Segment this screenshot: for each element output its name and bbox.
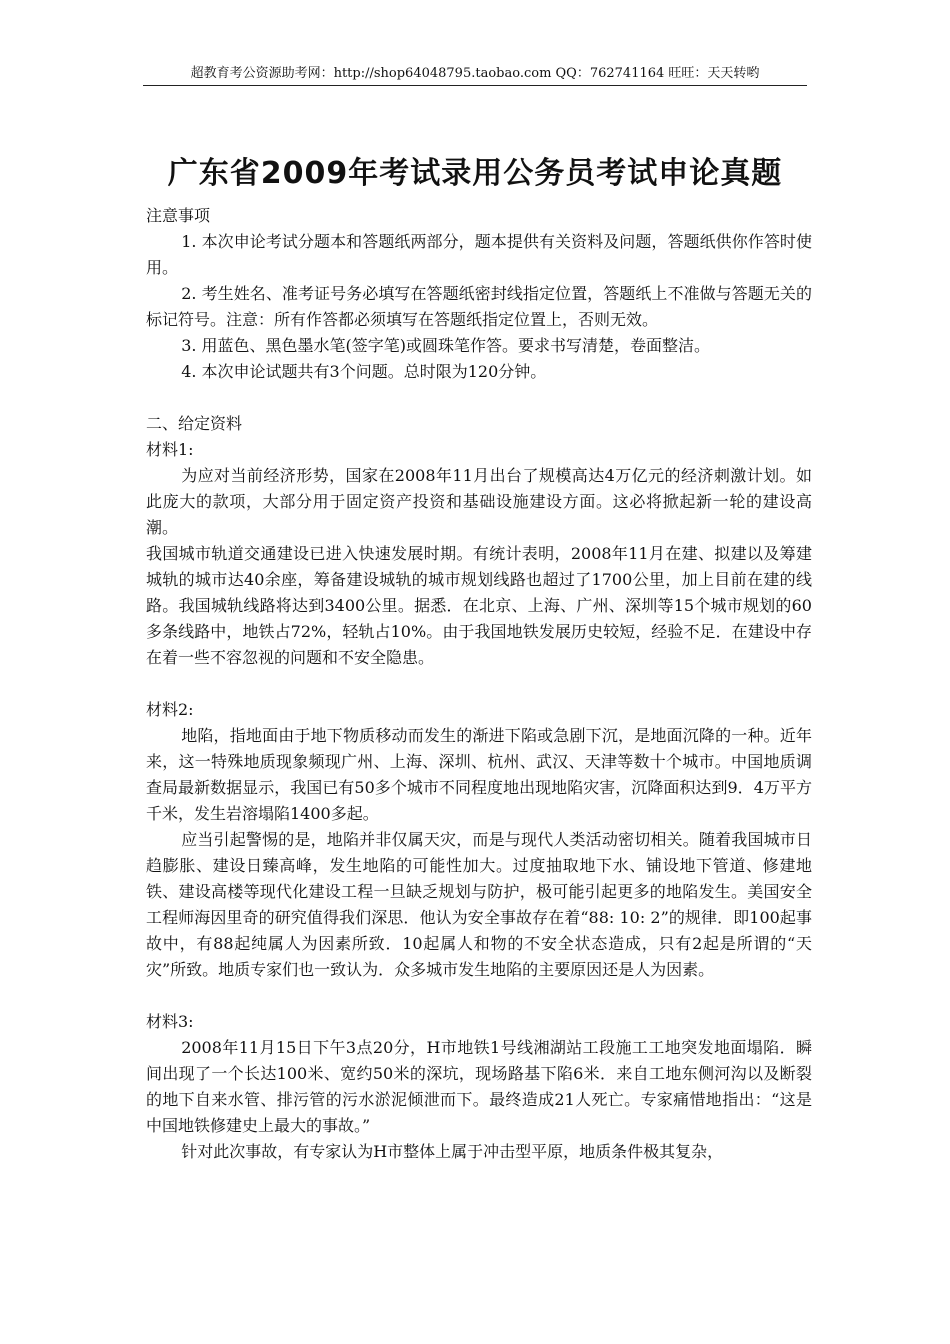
spacer xyxy=(146,983,812,1009)
material-paragraph: 针对此次事故，有专家认为H市整体上属于冲击型平原，地质条件极其复杂， xyxy=(181,1142,724,1161)
section-heading: 二、给定资料 xyxy=(146,414,243,433)
material-paragraph: 我国城市轨道交通建设已进入快速发展时期。有统计表明，2008年11月在建、拟建以及筹建城轨的城市达40余座，筹备建设城轨的城市规划线路也超过了1700公里，加上目前在建的线路。我国城轨线路将达到3400公里。据悉．在北京、上海、广州、深圳等15个城市规划的60多条线路中，地铁占72%，轻轨占10%。由于我国地铁发展历史较短，经验不足．在建设中存在着一些不容忽视的问题和不安全隐患。 xyxy=(146,544,812,667)
notice-heading: 注意事项 xyxy=(146,206,211,225)
spacer xyxy=(146,385,812,411)
notice-item: 4. 本次申论试题共有3个问题。总时限为120分钟。 xyxy=(181,362,547,381)
material-paragraph: 应当引起警惕的是，地陷并非仅属天灾，而是与现代人类活动密切相关。随着我国城市日趋膨胀、建设日臻高峰，发生地陷的可能性加大。过度抽取地下水、铺设地下管道、修建地铁、建设高楼等现代化建设工程一旦缺乏规划与防护，极可能引起更多的地陷发生。美国安全工程师海因里奇的研究值得我们深思．他认为安全事故存在着“88: 10: 2”的规律．即100起事故中，有88起纯属人为因素所致．10起属人和物的不安全状态造成，只有2起是所谓的“天灾”所致。地质专家们也一致认为．众多城市发生地陷的主要原因还是人为因素。 xyxy=(146,830,812,979)
page-header: 超教育考公资源助考网：http://shop64048795.taobao.com QQ：762741164 旺旺：天天转哟 xyxy=(143,64,807,86)
page-title: 广东省2009年考试录用公务员考试申论真题 xyxy=(167,156,783,191)
document-body xyxy=(146,203,812,1165)
material-paragraph: 2008年11月15日下午3点20分，H市地铁1号线湘湖站工段施工工地突发地面塌陷．瞬间出现了一个长达100米、宽约50米的深坑，现场路基下陷6米．来自工地东侧河沟以及断裂的地下自来水管、排污管的污水淤泥倾泄而下。最终造成21人死亡。专家痛惜地指出：“这是中国地铁修建史上最大的事故。” xyxy=(146,1038,812,1135)
material-paragraph: 地陷，指地面由于地下物质移动而发生的渐进下陷或急剧下沉，是地面沉降的一种。近年来，这一特殊地质现象频现广州、上海、深圳、杭州、武汉、天津等数十个城市。中国地质调查局最新数据显示，我国已有50多个城市不同程度地出现地陷灾害，沉降面积达到9．4万平方千米，发生岩溶塌陷1400多起。 xyxy=(146,726,812,823)
material-label: 材料2: xyxy=(146,700,194,719)
notice-item: 3. 用蓝色、黑色墨水笔(签字笔)或圆珠笔作答。要求书写清楚，卷面整洁。 xyxy=(181,336,711,355)
notice-item: 2. 考生姓名、准考证号务必填写在答题纸密封线指定位置，答题纸上不准做与答题无关的标记符号。注意：所有作答都必须填写在答题纸指定位置上，否则无效。 xyxy=(146,284,812,329)
material-label: 材料1: xyxy=(146,440,194,459)
spacer xyxy=(146,671,812,697)
notice-item: 1. 本次申论考试分题本和答题纸两部分，题本提供有关资料及问题，答题纸供你作答时使用。 xyxy=(146,232,812,277)
material-paragraph: 为应对当前经济形势，国家在2008年11月出台了规模高达4万亿元的经济刺激计划。如此庞大的款项，大部分用于固定资产投资和基础设施建设方面。这必将掀起新一轮的建设高潮。 xyxy=(146,466,812,537)
material-label: 材料3: xyxy=(146,1012,194,1031)
